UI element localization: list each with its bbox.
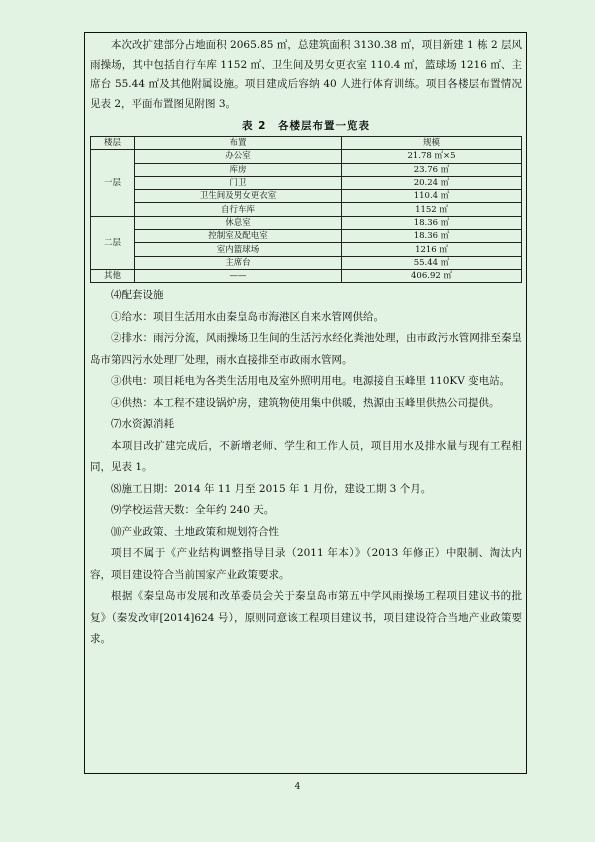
table-row	[91, 163, 522, 176]
table-row	[91, 176, 522, 189]
layout-cell: 办公室	[135, 150, 342, 163]
scale-cell: 110.4 ㎡	[342, 190, 522, 203]
water-resource-paragraph: 本项目改扩建完成后，不新增老师、学生和工作人员，项目用水及排水量与现有工程相同，见表 1。	[90, 439, 522, 474]
policy-heading: ⑽产业政策、土地政策和规划符合性	[111, 525, 279, 538]
table-header-row	[91, 137, 522, 150]
scale-cell: 55.44 ㎡	[342, 256, 522, 269]
scale-cell: 18.36 ㎡	[342, 216, 522, 229]
power-paragraph: ③供电：项目耗电为各类生活用电及室外照明用电。电源接自玉峰里 110KV 变电站。	[111, 375, 511, 388]
scale-cell: 23.76 ㎡	[342, 163, 522, 176]
scale-cell: 1216 ㎡	[342, 243, 522, 256]
water-resource-heading: ⑺水资源消耗	[111, 418, 174, 431]
table-row	[91, 269, 522, 282]
operation-paragraph: ⑼学校运营天数：全年约 240 天。	[111, 504, 275, 517]
floor-layout-table	[90, 136, 522, 283]
layout-cell: 室内篮球场	[135, 243, 342, 256]
scale-cell: 1152 ㎡	[342, 203, 522, 216]
layout-cell: 库房	[135, 163, 342, 176]
layout-cell: 主席台	[135, 256, 342, 269]
layout-cell: ——	[135, 269, 342, 282]
intro-paragraph: 本次改扩建部分占地面积 2065.85 ㎡，总建筑面积 3130.38 ㎡，项目新建 1 栋 2 层风雨操场，其中包括自行车库 1152 ㎡、卫生间及男女更衣室 110.4 ㎡，篮球场 1216 ㎡、主席台 55.44 ㎡及其他附属设施。项目建成后容纳 40 人进行体育训练。项目各楼层布置情况见表 2，平面布置图见附图 3。	[90, 39, 522, 110]
header-floor: 楼层	[91, 137, 135, 150]
table-row	[91, 216, 522, 229]
floor2-label: 二层	[91, 216, 135, 269]
scale-cell: 20.24 ㎡	[342, 176, 522, 189]
policy-paragraph-1: 项目不属于《产业结构调整指导目录（2011 年本）》（2013 年修正）中限制、淘汰内容，项目建设符合当前国家产业政策要求。	[90, 547, 522, 581]
other-label: 其他	[91, 269, 135, 282]
drainage-paragraph: ②排水：雨污分流，风雨操场卫生间的生活污水经化粪池处理，由市政污水管网排至秦皇岛市第四污水处理厂处理，雨水直接排至市政雨水管网。	[90, 332, 522, 366]
layout-cell: 门卫	[135, 176, 342, 189]
layout-cell: 休息室	[135, 216, 342, 229]
table-row	[91, 243, 522, 256]
heating-paragraph: ④供热：本工程不建设锅炉房，建筑物使用集中供暖，热源由玉峰里供热公司提供。	[111, 396, 500, 409]
scale-cell: 406.92 ㎡	[342, 269, 522, 282]
header-scale: 规模	[342, 137, 522, 150]
scale-cell: 21.78 ㎡×5	[342, 150, 522, 163]
table-row	[91, 190, 522, 203]
layout-cell: 自行车库	[135, 203, 342, 216]
layout-cell: 控制室及配电室	[135, 230, 342, 243]
layout-cell: 卫生间及男女更衣室	[135, 190, 342, 203]
table-row	[91, 230, 522, 243]
policy-paragraph-2: 根据《秦皇岛市发展和改革委员会关于秦皇岛市第五中学风雨操场工程项目建议书的批复》（秦发改审[2014]624 号），原则同意该工程项目建议书，项目建设符合当地产业政策要求。	[90, 590, 522, 646]
table-row	[91, 150, 522, 163]
scale-cell: 18.36 ㎡	[342, 230, 522, 243]
page-number: 4	[294, 782, 301, 792]
floor1-label: 一层	[91, 150, 135, 216]
schedule-paragraph: ⑻施工日期：2014 年 11 月至 2015 年 1 月份，建设工期 3 个月。	[111, 482, 432, 495]
document-body	[90, 36, 522, 651]
header-layout: 布置	[135, 137, 342, 150]
table-row	[91, 203, 522, 216]
water-supply-paragraph: ①给水：项目生活用水由秦皇岛市海港区自来水管网供给。	[111, 310, 384, 323]
table-row	[91, 256, 522, 269]
table-title: 表 2 各楼层布置一览表	[242, 120, 370, 132]
facilities-heading: ⑷配套设施	[111, 289, 164, 302]
